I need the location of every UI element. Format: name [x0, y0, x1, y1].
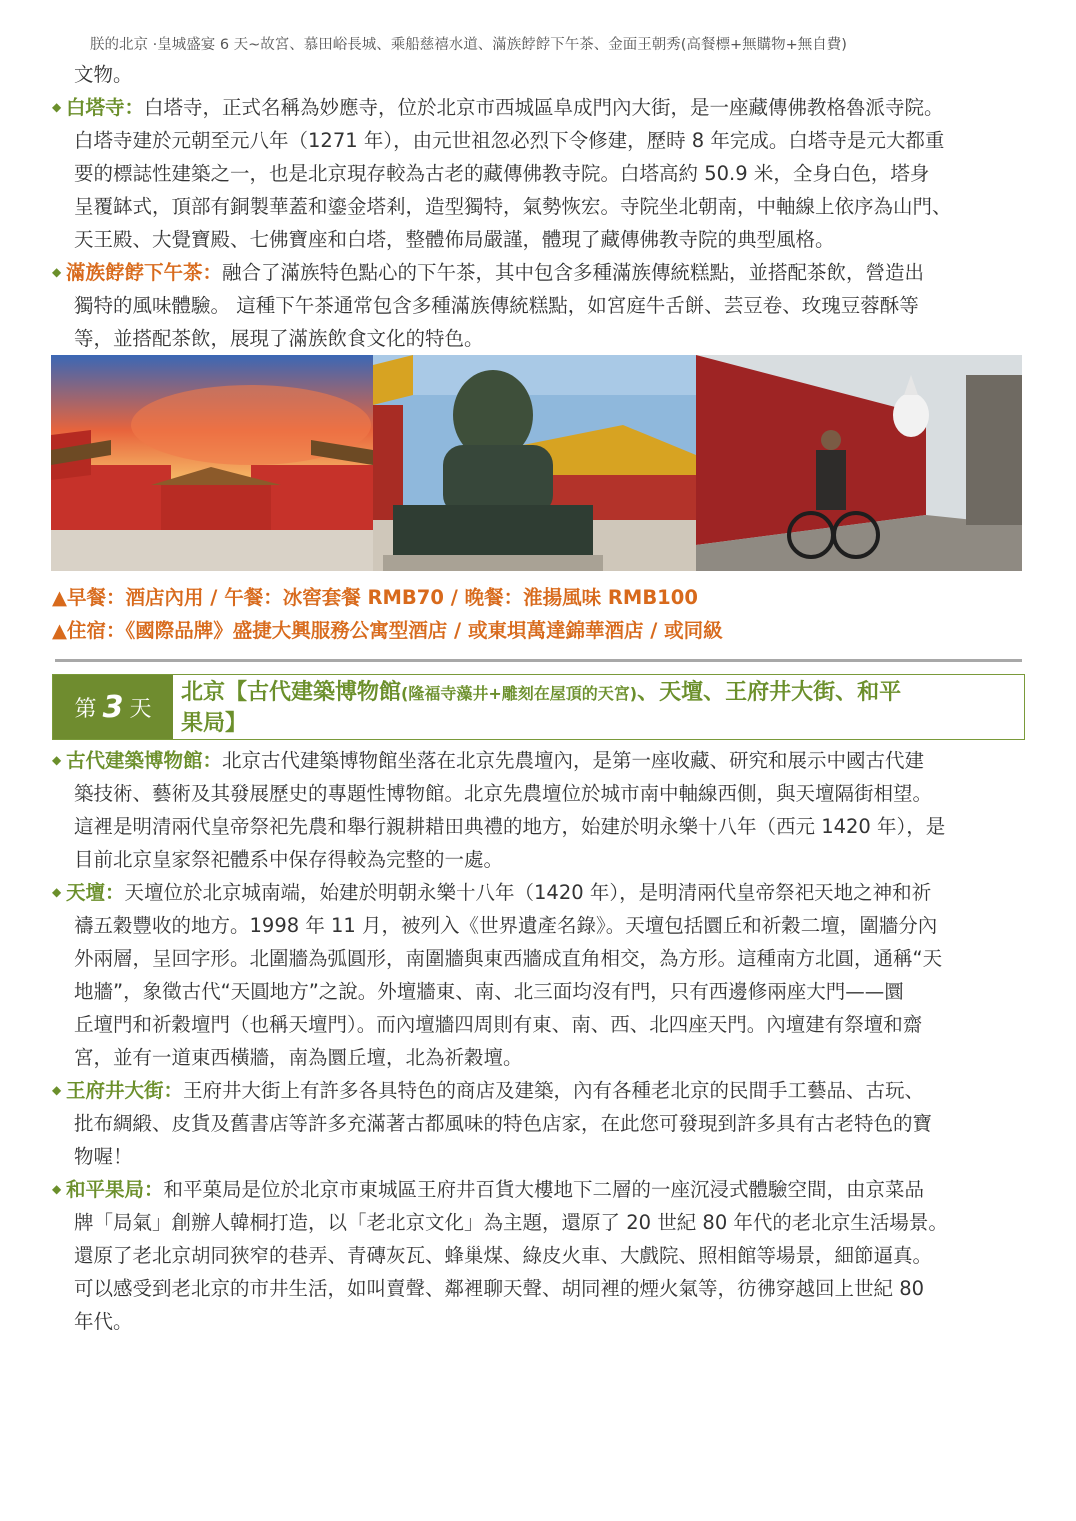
tea-line: 獨特的風味體驗。 這種下午茶通常包含多種滿族傳統糕點，如宮庭牛舌餅、芸豆卷、玫瑰豆蓉酥等 — [74, 294, 919, 317]
section-divider — [55, 659, 1022, 662]
diamond-bullet-icon: ◆ — [52, 885, 62, 899]
day-title-a: 北京【古代建築博物館 — [181, 680, 402, 705]
tiantan-line: 外兩層，呈回字形。北圍牆為弧圓形，南圍牆與東西牆成直角相交，為方形。這種南方北圓，通稱“天 — [74, 947, 943, 970]
photo-strip — [51, 355, 1022, 571]
day-title-c: 果局】 — [181, 711, 248, 736]
tiantan-line: 地牆”，象徵古代“天圓地方”之說。外壇牆東、南、北三面均沒有門，只有西邊修兩座大門——圜 — [74, 980, 904, 1003]
day-title — [173, 675, 1024, 739]
paragraph-museum — [52, 744, 1032, 876]
paragraph-tiantan — [52, 876, 1032, 1074]
bronze-lion-photo — [373, 355, 696, 571]
tea-first-line: 融合了滿族特色點心的下午茶，其中包含多種滿族傳統糕點，並搭配茶飲，營造出 — [222, 261, 925, 284]
section-top — [52, 58, 1032, 355]
forbidden-city-gate-photo — [51, 355, 373, 571]
day-label — [53, 675, 173, 739]
diamond-bullet-icon: ◆ — [52, 265, 62, 279]
diamond-bullet-icon: ◆ — [52, 100, 62, 114]
red-wall-cyclist-photo — [696, 355, 1022, 571]
day-title-b: 、天壇、王府井大街、和平 — [637, 680, 902, 705]
meals-line: ▲早餐：酒店內用 / 午餐：冰窖套餐 RMB70 / 晚餐：淮揚風味 RMB100 — [52, 586, 698, 609]
diamond-bullet-icon: ◆ — [52, 1182, 62, 1196]
museum-line: 築技術、藝術及其發展歷史的專題性博物館。北京先農壇位於城市南中軸線西側，與天壇隔街相望。 — [74, 782, 933, 805]
heping-first-line: 和平菓局是位於北京市東城區王府井百貨大樓地下二層的一座沉浸式體驗空間，由京菜品 — [163, 1178, 925, 1201]
tiantan-line: 禱五穀豐收的地方。1998 年 11 月，被列入《世界遺產名錄》。天壇包括圜丘和祈穀二壇，圍牆分內 — [74, 914, 938, 937]
heping-line: 年代。 — [74, 1310, 133, 1333]
lead-text: 文物。 — [74, 63, 133, 86]
section-day3 — [52, 744, 1032, 1338]
baita-line: 要的標誌性建築之一，也是北京現存較為古老的藏傳佛教寺院。白塔高約 50.9 米，全身白色，塔身 — [74, 162, 930, 185]
term-heping: 和平果局： — [66, 1178, 164, 1201]
heping-line: 還原了老北京胡同狹窄的巷弄、青磚灰瓦、蜂巢煤、綠皮火車、大戲院、照相館等場景，細節逼真。 — [74, 1244, 933, 1267]
tiantan-first-line: 天壇位於北京城南端，始建於明朝永樂十八年（1420 年），是明清兩代皇帝祭祀天地之神和祈 — [124, 881, 932, 904]
term-baita: 白塔寺： — [66, 96, 145, 119]
baita-first-line: 白塔寺，正式名稱為妙應寺，位於北京市西城區阜成門內大街，是一座藏傳佛教格魯派寺院。 — [144, 96, 944, 119]
baita-line: 呈覆缽式，頂部有銅製華蓋和鎏金塔剎，造型獨特，氣勢恢宏。寺院坐北朝南，中軸線上依序為山門、 — [74, 195, 952, 218]
museum-first-line: 北京古代建築博物館坐落在北京先農壇內，是第一座收藏、研究和展示中國古代建 — [222, 749, 925, 772]
paragraph-tea — [52, 256, 1032, 355]
term-tiantan: 天壇： — [66, 881, 125, 904]
paragraph-heping — [52, 1173, 1032, 1338]
day-title-small: (隆福寺藻井+雕刻在屋頂的天宮) — [401, 684, 638, 703]
paragraph-baita — [52, 91, 1032, 256]
diamond-bullet-icon: ◆ — [52, 1083, 62, 1097]
day-prefix: 第 — [74, 696, 97, 722]
term-wangfujing: 王府井大街： — [66, 1079, 184, 1102]
wangfujing-first-line: 王府井大街上有許多各具特色的商店及建築，內有各種老北京的民間手工藝品、古玩、 — [183, 1079, 925, 1102]
museum-line: 目前北京皇家祭祀體系中保存得較為完整的一處。 — [74, 848, 504, 871]
tea-line: 等，並搭配茶飲，展現了滿族飲食文化的特色。 — [74, 327, 484, 350]
day-heading-box — [52, 674, 1025, 740]
baita-line: 天王殿、大覺寶殿、七佛寶座和白塔，整體佈局嚴謹，體現了藏傳佛教寺院的典型風格。 — [74, 228, 835, 251]
term-museum: 古代建築博物館： — [66, 749, 223, 772]
tiantan-line: 丘壇門和祈穀壇門（也稱天壇門）。而內壇牆四周則有東、南、西、北四座天門。內壇建有祭壇和齋 — [74, 1013, 923, 1036]
baita-line: 白塔寺建於元朝至元八年（1271 年），由元世祖忽必烈下令修建，歷時 8 年完成。白塔寺是元大都重 — [74, 129, 945, 152]
day-suffix: 天 — [129, 696, 152, 722]
day-number: 3 — [102, 689, 124, 725]
term-tea: 滿族餑餑下午茶： — [66, 261, 223, 284]
heping-line: 牌「局氣」創辦人韓桐打造，以「老北京文化」為主題，還原了 20 世紀 80 年代的老北京生活場景。 — [74, 1211, 948, 1234]
paragraph-wangfujing — [52, 1074, 1032, 1173]
tiantan-line: 宮，並有一道東西橫牆，南為圜丘壇，北為祈穀壇。 — [74, 1046, 523, 1069]
wangfujing-line: 物喔！ — [74, 1145, 133, 1168]
heping-line: 可以感受到老北京的市井生活，如叫賣聲、鄰裡聊天聲、胡同裡的煙火氣等，彷彿穿越回上世紀 80 — [74, 1277, 925, 1300]
diamond-bullet-icon: ◆ — [52, 753, 62, 767]
lodging-line: ▲住宿：《國際品牌》盛捷大興服務公寓型酒店 / 或東垻萬達錦華酒店 / 或同級 — [52, 619, 723, 642]
page-header: 朕的北京 ·皇城盛宴 6 天~故宮、慕田峪長城、乘船慈禧水道、滿族餑餑下午茶、金面王朝秀(高餐標+無購物+無自費) — [90, 37, 847, 53]
wangfujing-line: 批布綢緞、皮貨及舊書店等許多充滿著古都風味的特色店家，在此您可發現到許多具有古老特色的寶 — [74, 1112, 933, 1135]
museum-line: 這裡是明清兩代皇帝祭祀先農和舉行親耕耤田典禮的地方，始建於明永樂十八年（西元 1420 年），是 — [74, 815, 946, 838]
meals-info — [52, 581, 723, 647]
